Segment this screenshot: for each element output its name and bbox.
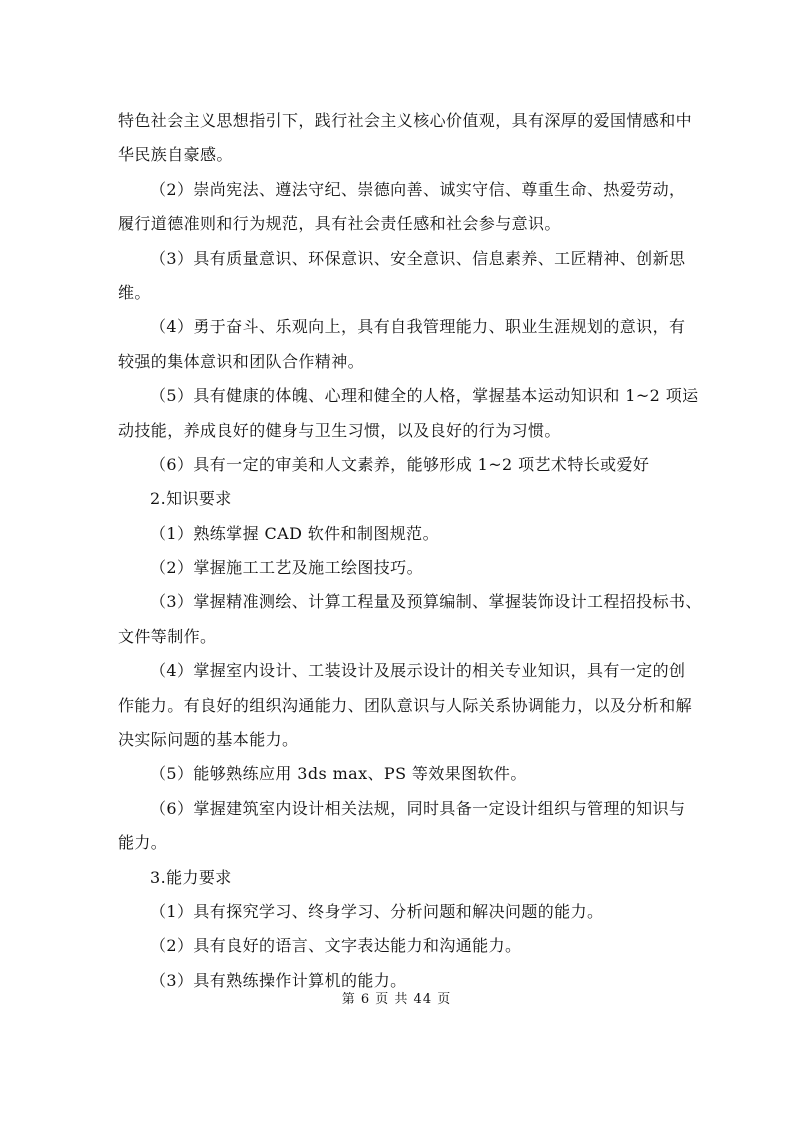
text-line: 较强的集体意识和团队合作精神。: [118, 351, 365, 371]
text-line: 2.知识要求: [150, 489, 232, 509]
text-line: 履行道德准则和行为规范，具有社会责任感和社会参与意识。: [118, 214, 561, 234]
text-line: （5）具有健康的体魄、心理和健全的人格，掌握基本运动知识和 1~2 项运: [150, 386, 699, 406]
text-line: 3.能力要求: [150, 867, 232, 887]
text-line: （6）具有一定的审美和人文素养，能够形成 1~2 项艺术特长或爱好: [150, 454, 650, 474]
text-line: （5）能够熟练应用 3ds max、PS 等效果图软件。: [150, 764, 527, 784]
page-footer: 第 6 页 共 44 页: [341, 992, 452, 1007]
text-line: （1）具有探究学习、终身学习、分析问题和解决问题的能力。: [150, 901, 604, 921]
text-line: （2）崇尚宪法、遵法守纪、崇德向善、诚实守信、尊重生命、热爱劳动，: [150, 179, 686, 199]
text-line: 能力。: [118, 833, 168, 853]
text-line: （2）具有良好的语言、文字表达能力和沟通能力。: [150, 936, 522, 956]
text-line: （1）熟练掌握 CAD 软件和制图规范。: [150, 523, 439, 543]
text-line: （3）具有熟练操作计算机的能力。: [150, 970, 407, 990]
text-line: （4）掌握室内设计、工装设计及展示设计的相关专业知识，具有一定的创: [150, 661, 686, 681]
text-line: （4）勇于奋斗、乐观向上，具有自我管理能力、职业生涯规划的意识，有: [150, 317, 686, 337]
text-line: 维。: [118, 282, 151, 302]
text-line: （6）掌握建筑室内设计相关法规，同时具备一定设计组织与管理的知识与: [150, 798, 686, 818]
text-line: 文件等制作。: [118, 626, 217, 646]
document-body: [118, 104, 702, 998]
text-line: 作能力。有良好的组织沟通能力、团队意识与人际关系协调能力，以及分析和解: [118, 695, 693, 715]
text-line: 动技能，养成良好的健身与卫生习惯，以及良好的行为习惯。: [118, 420, 561, 440]
text-line: （2）掌握施工工艺及施工绘图技巧。: [150, 558, 423, 578]
text-line: 特色社会主义思想指引下，践行社会主义核心价值观，具有深厚的爱国情感和中: [118, 111, 693, 130]
text-line: （3）具有质量意识、环保意识、安全意识、信息素养、工匠精神、创新思: [150, 248, 686, 268]
text-line: 华民族自豪感。: [118, 145, 233, 165]
text-line: 决实际问题的基本能力。: [118, 730, 299, 750]
text-line: （3）掌握精准测绘、计算工程量及预算编制、掌握装饰设计工程招投标书、: [150, 592, 702, 612]
